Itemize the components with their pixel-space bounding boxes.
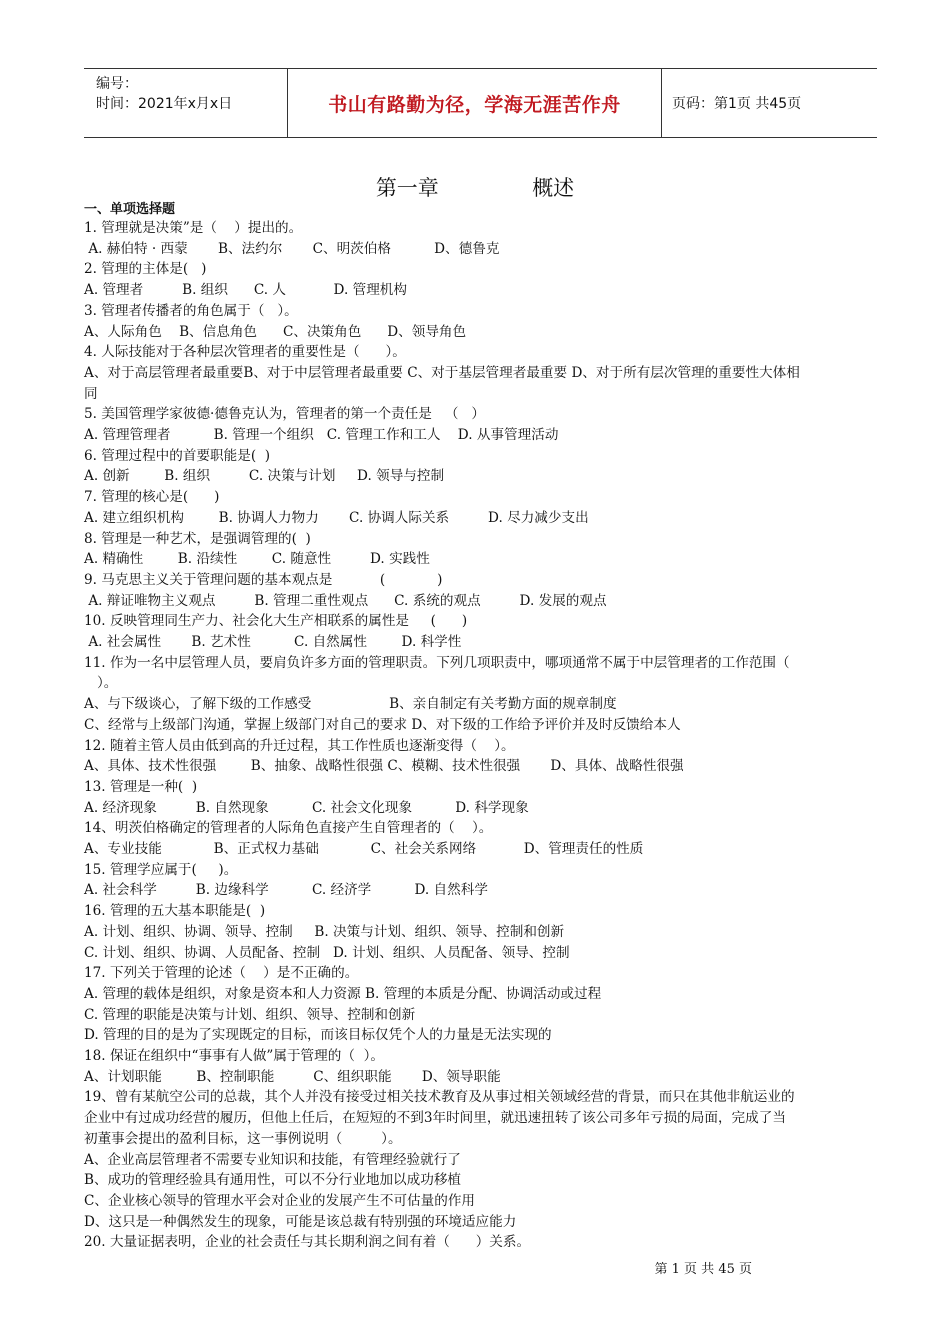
question-line: 13. 管理是一种( ) — [84, 778, 198, 795]
page-footer: 第 1 页 共 45 页 — [654, 1262, 752, 1277]
question-line: 15. 管理学应属于( )。 — [84, 861, 238, 878]
question-line: A、对于高层管理者最重要B、对于中层管理者最重要 C、对于基层管理者最重要 D、对于所有层次管理的重要性大体相 — [84, 364, 800, 381]
header-page-cell — [662, 69, 877, 137]
question-line: 企业中有过成功经营的履历，但他上任后，在短短的不到3年时间里，就迅速扭转了该公司多年亏损的局面，完成了当 — [84, 1110, 786, 1127]
question-line: C、企业核心领导的管理水平会对企业的发展产生不可估量的作用 — [84, 1192, 476, 1209]
question-line: 10. 反映管理同生产力、社会化大生产相联系的属性是 ( ) — [84, 613, 468, 630]
header-meta-cell — [84, 69, 288, 137]
question-line: A. 创新 B. 组织 C. 决策与计划 D. 领导与控制 — [84, 468, 445, 485]
question-line: A. 精确性 B. 沿续性 C. 随意性 D. 实践性 — [84, 551, 430, 568]
question-line: A、计划职能 B、控制职能 C、组织职能 D、领导职能 — [84, 1068, 501, 1085]
question-line: A. 社会科学 B. 边缘科学 C. 经济学 D. 自然科学 — [84, 882, 488, 899]
question-line: C、经常与上级部门沟通，掌握上级部门对自己的要求 D、对下级的工作给予评价并及时反馈给本人 — [84, 716, 681, 733]
question-line: 同 — [84, 385, 98, 402]
question-line: 7. 管理的核心是( ) — [84, 489, 220, 506]
question-line: C. 管理的职能是决策与计划、组织、领导、控制和创新 — [84, 1006, 416, 1023]
header-table — [84, 68, 877, 138]
page-info: 页码：第1页 共45页 — [672, 96, 802, 112]
question-line: 初董事会提出的盈利目标，这一事例说明（ ）。 — [84, 1130, 402, 1147]
header-motto-cell — [288, 69, 662, 137]
question-line: 12. 随着主管人员由低到高的升迁过程，其工作性质也逐渐变得（ ）。 — [84, 737, 515, 754]
question-line: 17. 下列关于管理的论述（ ）是不正确的。 — [84, 965, 359, 982]
question-line: A. 管理管理者 B. 管理一个组织 C. 管理工作和工人 D. 从事管理活动 — [84, 427, 559, 443]
question-line: 18. 保证在组织中“事事有人做”属于管理的（ ）。 — [84, 1048, 384, 1064]
question-line: A. 辩证唯物主义观点 B. 管理二重性观点 C. 系统的观点 D. 发展的观点 — [84, 592, 607, 609]
question-line: 5. 美国管理学家彼德·德鲁克认为，管理者的第一个责任是 （ ） — [84, 406, 485, 423]
question-line: A. 管理的载体是组织，对象是资本和人力资源 B. 管理的本质是分配、协调活动或过程 — [84, 985, 602, 1002]
question-line: 1. 管理就是决策”是（ ）提出的。 — [84, 220, 303, 236]
question-line: A. 赫伯特 · 西蒙 B、法约尔 C、明茨伯格 D、德鲁克 — [84, 240, 500, 257]
question-line: 14、明茨伯格确定的管理者的人际角色直接产生自管理者的（ ）。 — [84, 820, 493, 837]
question-line: A. 计划、组织、协调、领导、控制 B. 决策与计划、组织、领导、控制和创新 — [84, 923, 565, 940]
question-line: 8. 管理是一种艺术，是强调管理的( ) — [84, 530, 311, 547]
chapter-name: 概述 — [532, 176, 575, 200]
question-line: 19、曾有某航空公司的总裁，其个人并没有接受过相关技术教育及从事过相关领域经营的背景，而只在其他非航运业的 — [84, 1089, 795, 1106]
question-line: A. 管理者 B. 组织 C. 人 D. 管理机构 — [84, 282, 407, 299]
question-line: 3. 管理者传播者的角色属于（ ）。 — [84, 302, 298, 319]
question-line: C. 计划、组织、协调、人员配备、控制 D. 计划、组织、人员配备、领导、控制 — [84, 944, 570, 961]
question-line: A、与下级谈心，了解下级的工作感受 B、亲自制定有关考勤方面的规章制度 — [84, 696, 617, 713]
time-label: 时间：2021年x月x日 — [96, 96, 233, 112]
question-line: 9. 马克思主义关于管理问题的基本观点是 ( ) — [84, 571, 443, 588]
question-line: A. 经济现象 B. 自然现象 C. 社会文化现象 D. 科学现象 — [84, 799, 529, 816]
question-line: ）。 — [84, 675, 118, 692]
question-line: A、具体、技术性很强 B、抽象、战略性很强 C、模糊、技术性很强 D、具体、战略性很强 — [84, 758, 684, 775]
motto-text: 书山有路勤为径，学海无涯苦作舟 — [328, 93, 621, 116]
serial-label: 编号： — [96, 76, 138, 92]
question-line: A、企业高层管理者不需要专业知识和技能，有管理经验就行了 — [84, 1151, 461, 1168]
question-line: 11. 作为一名中层管理人员，要肩负许多方面的管理职责。下列几项职责中，哪项通常不属于中层管理者的工作范围（ — [84, 654, 790, 671]
question-line: 20. 大量证据表明，企业的社会责任与其长期利润之间有着（ ）关系。 — [84, 1234, 531, 1251]
question-line: A. 社会属性 B. 艺术性 C. 自然属性 D. 科学性 — [84, 634, 462, 650]
question-line: A. 建立组织机构 B. 协调人力物力 C. 协调人际关系 D. 尽力减少支出 — [84, 509, 589, 526]
question-line: D、这只是一种偶然发生的现象，可能是该总裁有特别强的环境适应能力 — [84, 1213, 517, 1230]
question-line: D. 管理的目的是为了实现既定的目标，而该目标仅凭个人的力量是无法实现的 — [84, 1027, 552, 1044]
question-line: 16. 管理的五大基本职能是( ) — [84, 903, 266, 920]
question-line: 6. 管理过程中的首要职能是( ) — [84, 447, 271, 464]
question-line: A、专业技能 B、正式权力基础 C、社会关系网络 D、管理责任的性质 — [84, 841, 644, 857]
question-line: 4. 人际技能对于各种层次管理者的重要性是（ ）。 — [84, 344, 406, 361]
chapter-number: 第一章 — [375, 176, 439, 200]
question-line: 2. 管理的主体是( ) — [84, 261, 207, 278]
question-line: A、人际角色 B、信息角色 C、决策角色 D、领导角色 — [84, 323, 467, 340]
section-title: 一、单项选择题 — [84, 202, 176, 217]
question-line: B、成功的管理经验具有通用性，可以不分行业地加以成功移植 — [84, 1172, 462, 1189]
